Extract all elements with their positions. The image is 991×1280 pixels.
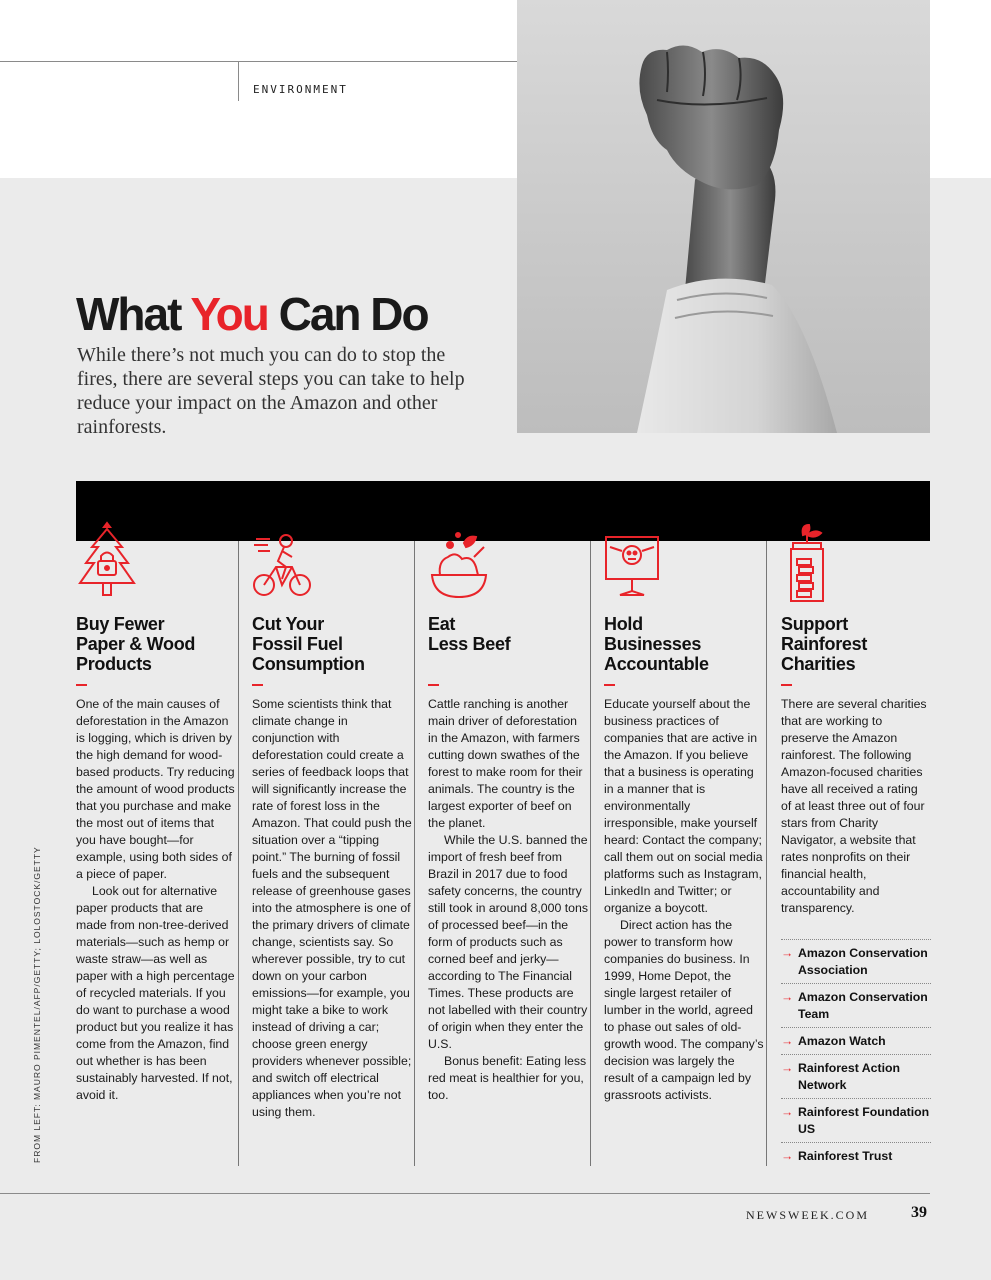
salad-bowl-icon — [428, 521, 488, 607]
body-paragraph: Some scientists think that climate change in conjunction with deforestation could create a series of feedback loops that will significantly increase the rate of forest loss in the Amazon. That could push the situation over a “tipping point.” The burning of fossil fuels and the subsequent release of greenhouse gases into the atmosphere is one of the primary drivers of climate change, scientists say. So wherever possible, try to cut down on your carbon emissions—for example, you might take a bike to work instead of driving a car; choose green energy providers whenever possible; and switch off electrical appliances when you’re not using them. — [252, 697, 412, 1119]
footer-url[interactable]: NEWSWEEK.COM — [746, 1208, 869, 1222]
column-title — [76, 614, 236, 674]
computer-monitor-icon — [604, 521, 664, 607]
body-paragraph: Cattle ranching is another main driver of deforestation in the Amazon, with farmers cutting down swathes of the forest to make room for their animals. The country is the largest exporter of beef on the planet. — [428, 697, 583, 830]
headline-part-2: Can Do — [267, 288, 428, 340]
page-number: 39 — [911, 1204, 927, 1221]
arrow-icon: → — [781, 946, 794, 960]
column-divider — [590, 541, 591, 1166]
column-divider — [766, 541, 767, 1166]
charity-item[interactable] — [781, 1142, 931, 1169]
title-line: Fossil Fuel — [252, 634, 343, 654]
charity-name: Amazon Conservation Association — [798, 946, 928, 977]
red-dash — [781, 684, 792, 686]
title-line: Cut Your — [252, 614, 324, 634]
footer-rule — [0, 1193, 930, 1194]
page-headline — [76, 287, 428, 341]
title-line: Eat — [428, 614, 456, 634]
body-paragraph: While the U.S. banned the import of fresh beef from Brazil in 2017 due to food safety concerns, the country still took in around 8,000 tons of processed beef—in the form of products such as corned beef and jerky—according to The Financial Times. These products are not labelled with their country of origin when they enter the U.S. — [428, 833, 588, 1051]
red-dash — [76, 684, 87, 686]
body-paragraph: Direct action has the power to transform how companies do business. In 1999, Home Depot, the single largest retailer of lumber in the world, agreed to phase out sales of old-growth wood. The company’s decision was largely the result of a campaign led by grassroots activists. — [604, 918, 764, 1102]
arrow-icon: → — [781, 1149, 794, 1163]
column-title — [781, 614, 941, 674]
tree-lock-icon — [76, 521, 136, 607]
title-line: Paper & Wood — [76, 634, 196, 654]
body-paragraph: Bonus benefit: Eating less red meat is healthier for you, too. — [428, 1054, 587, 1102]
column-title — [252, 614, 412, 674]
title-line: Consumption — [252, 654, 365, 674]
column-divider — [414, 541, 415, 1166]
column-body — [252, 696, 412, 1121]
title-line: Charities — [781, 654, 856, 674]
title-line: Less Beef — [428, 634, 511, 654]
dek-intro: While there’s not much you can do to stop the fires, there are several steps you can take to help reduce your impact on the Amazon and other rainforests. — [77, 344, 465, 438]
headline-highlight: You — [190, 288, 268, 340]
cyclist-icon — [252, 521, 312, 607]
body-paragraph: Look out for alternative paper products that are made from non-tree-derived materials—such as hemp or waste straw—as well as paper with a high percentage of recycled materials. If you do want to purchase a wood product but you realize it has come from the Amazon, find out whether is has been sustainably harvested. If not, avoid it. — [76, 884, 235, 1102]
column-body — [76, 696, 236, 1104]
title-line: Products — [76, 654, 152, 674]
title-line: Businesses — [604, 634, 702, 654]
arrow-icon: → — [781, 1034, 794, 1048]
section-divider — [238, 61, 239, 101]
charity-name: Rainforest Action Network — [798, 1061, 901, 1092]
column-body — [781, 696, 931, 917]
column-body — [604, 696, 764, 1104]
coin-jar-icon — [781, 521, 841, 607]
arrow-icon: → — [781, 1105, 794, 1119]
headline-part-1: What — [76, 288, 191, 340]
title-line: Rainforest — [781, 634, 868, 654]
section-label: ENVIRONMENT — [253, 83, 348, 96]
charity-list — [781, 939, 931, 1169]
charity-name: Amazon Conservation Team — [798, 990, 928, 1021]
column-title — [428, 614, 588, 654]
charity-name: Rainforest Trust — [798, 1149, 893, 1163]
title-line: Hold — [604, 614, 643, 634]
body-paragraph: Educate yourself about the business practices of companies that are active in the Amazon. If you believe that a business is operating in a manner that is environmentally irresponsible, make yourself heard: Contact the company; call them out on social media platforms such as Instagram, LinkedIn and Twitter; or organize a boycott. — [604, 697, 763, 915]
charity-item[interactable] — [781, 1054, 931, 1098]
title-line: Buy Fewer — [76, 614, 165, 634]
body-paragraph: There are several charities that are working to preserve the Amazon rainforest. The following Amazon-focused charities have all received a rating of at least three out of four stars from Charity Navigator, a website that rates nonprofits on their financial health, accountability and transparency. — [781, 697, 927, 915]
charity-item[interactable] — [781, 1098, 931, 1142]
charity-item[interactable] — [781, 1027, 931, 1054]
charity-name: Amazon Watch — [798, 1034, 886, 1048]
charity-item[interactable] — [781, 983, 931, 1027]
photo-credit: FROM LEFT: MAURO PIMENTEL/AFP/GETTY; LOLOSTOCK/GETTY — [32, 846, 42, 1163]
arrow-icon: → — [781, 990, 794, 1004]
arrow-icon: → — [781, 1061, 794, 1075]
raised-fist-photo — [517, 0, 930, 433]
charity-item[interactable] — [781, 939, 931, 983]
top-rule — [0, 61, 517, 62]
red-dash — [428, 684, 439, 686]
column-divider — [238, 541, 239, 1166]
charity-name: Rainforest Foundation US — [798, 1105, 930, 1136]
column-body — [428, 696, 588, 1104]
title-line: Support — [781, 614, 848, 634]
red-dash — [252, 684, 263, 686]
title-line: Accountable — [604, 654, 709, 674]
red-dash — [604, 684, 615, 686]
body-paragraph: One of the main causes of deforestation in the Amazon is logging, which is driven by the high demand for wood-based products. Try reducing the amount of wood products that you purchase and make the most out of items that you have bought—for example, using both sides of a piece of paper. — [76, 697, 235, 881]
column-title — [604, 614, 764, 674]
